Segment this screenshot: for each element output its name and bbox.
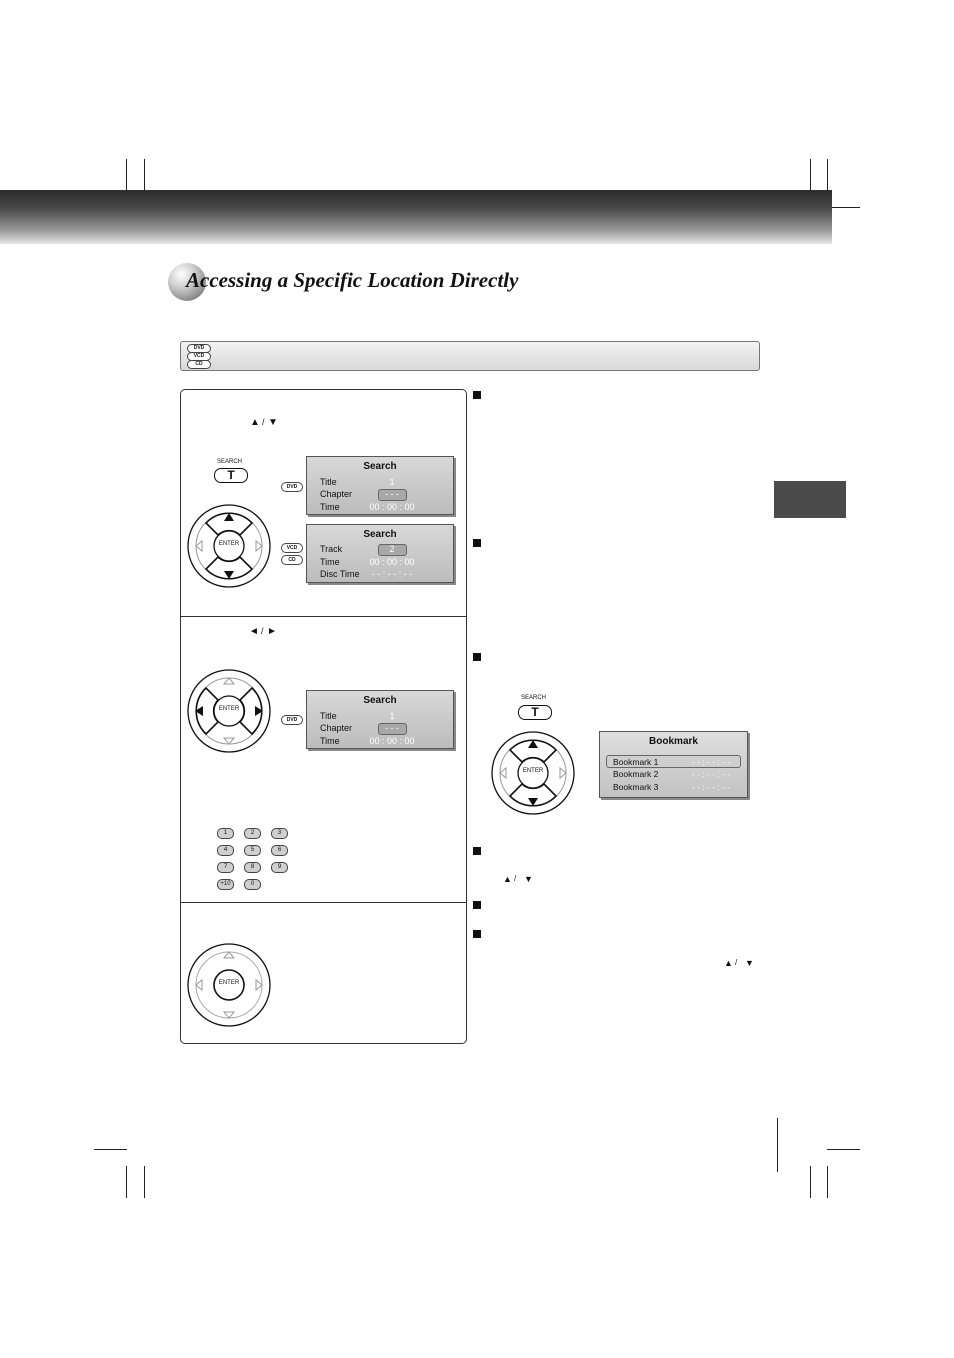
title-label: Title (320, 477, 337, 487)
bookmark-screen (599, 731, 748, 798)
page-title: Accessing a Specific Location Directly (186, 268, 519, 292)
vcd-badge: VCD (187, 352, 211, 361)
crop-mark (144, 1166, 145, 1198)
note-bullet (473, 391, 481, 399)
chapter-value: - - - (385, 723, 399, 733)
title-value: 1 (389, 477, 395, 487)
search-button-label: SEARCH (521, 695, 547, 701)
down-arrow-icon: ▼ (524, 874, 533, 884)
crop-mark (827, 1149, 860, 1150)
bookmark-2-value: - - : - - : - - (692, 769, 731, 779)
note-bullet (473, 653, 481, 661)
time-value: 00 : 00 : 00 (369, 502, 415, 512)
cd-badge: CD (281, 555, 303, 565)
chapter-value: - - - (385, 489, 399, 499)
title-value: 1 (389, 711, 395, 721)
search-button-label: SEARCH (217, 459, 243, 465)
vcd-badge: VCD (281, 543, 303, 553)
crop-mark (810, 1166, 811, 1198)
track-label: Track (320, 544, 343, 554)
screen-title: Bookmark (649, 736, 698, 747)
slash-text: / (261, 626, 264, 636)
note-bullet (473, 847, 481, 855)
dvd-badge: DVD (281, 482, 303, 492)
bookmark-3-label[interactable]: Bookmark 3 (613, 782, 659, 792)
right-arrow-icon: ► (267, 626, 277, 637)
bookmark-1-label[interactable]: Bookmark 1 (613, 757, 659, 767)
crop-mark (777, 1118, 778, 1172)
number-key-2[interactable]: 2 (244, 828, 261, 839)
screen-title: Search (363, 695, 397, 706)
header-band (0, 190, 832, 244)
time-label: Time (320, 502, 340, 512)
chapter-label: Chapter (320, 723, 353, 733)
enter-button[interactable]: ENTER (218, 706, 240, 712)
dvd-badge: DVD (187, 344, 211, 353)
section-tab (774, 481, 846, 518)
number-key-5[interactable]: 5 (244, 845, 261, 856)
screen-title: Search (363, 461, 397, 472)
down-arrow-icon: ▼ (745, 958, 754, 968)
number-key-4[interactable]: 4 (217, 845, 234, 856)
note-bullet (473, 901, 481, 909)
time-label: Time (320, 557, 340, 567)
enter-button[interactable]: ENTER (522, 768, 544, 774)
bookmark-2-label[interactable]: Bookmark 2 (613, 769, 659, 779)
enter-button[interactable]: ENTER (218, 541, 240, 547)
dvd-search-screen (306, 456, 454, 515)
screen-title: Search (363, 529, 397, 540)
crop-mark (126, 1166, 127, 1198)
time-value: 00 : 00 : 00 (369, 736, 415, 746)
search-button[interactable]: T (214, 468, 248, 483)
crop-mark (810, 159, 811, 190)
step-divider (181, 616, 466, 617)
dvd-badge: DVD (281, 715, 303, 725)
note-bullet (473, 930, 481, 938)
slash-text: / (735, 958, 738, 967)
slash-text: / (262, 417, 265, 427)
crop-mark (126, 159, 127, 190)
up-arrow-icon: ▲ (250, 417, 260, 428)
disc-time-value: - - : - - : - - (371, 569, 413, 579)
title-label: Title (320, 711, 337, 721)
up-arrow-icon: ▲ (724, 958, 733, 968)
disc-compatibility-bar (180, 341, 760, 371)
number-key-8[interactable]: 8 (244, 862, 261, 873)
number-key-9[interactable]: 9 (271, 862, 288, 873)
number-key-7[interactable]: 7 (217, 862, 234, 873)
number-key-0[interactable]: 0 (244, 879, 261, 890)
bookmark-3-value: - - : - - : - - (692, 782, 731, 792)
crop-mark (94, 1149, 127, 1150)
cd-badge: CD (187, 360, 211, 369)
time-value: 00 : 00 : 00 (369, 557, 415, 567)
bookmark-1-value: - - : - - : - - (692, 757, 731, 767)
chapter-label: Chapter (320, 489, 353, 499)
dvd-search-screen (306, 690, 454, 749)
step-divider (181, 902, 466, 903)
track-value: 2 (389, 544, 395, 554)
number-key-6[interactable]: 6 (271, 845, 288, 856)
note-bullet (473, 539, 481, 547)
search-button[interactable]: T (518, 705, 552, 720)
crop-mark (827, 1166, 828, 1198)
number-key-1[interactable]: 1 (217, 828, 234, 839)
up-arrow-icon: ▲ (503, 874, 512, 884)
crop-mark (827, 159, 828, 190)
number-key-plus10[interactable]: +10 (217, 879, 234, 890)
time-label: Time (320, 736, 340, 746)
vcd-search-screen (306, 524, 454, 583)
disc-time-label: Disc Time (320, 569, 360, 579)
crop-mark (144, 159, 145, 190)
enter-button[interactable]: ENTER (218, 980, 240, 986)
slash-text: / (514, 874, 517, 883)
number-key-3[interactable]: 3 (271, 828, 288, 839)
down-arrow-icon: ▼ (268, 417, 278, 428)
left-arrow-icon: ◄ (249, 626, 259, 637)
